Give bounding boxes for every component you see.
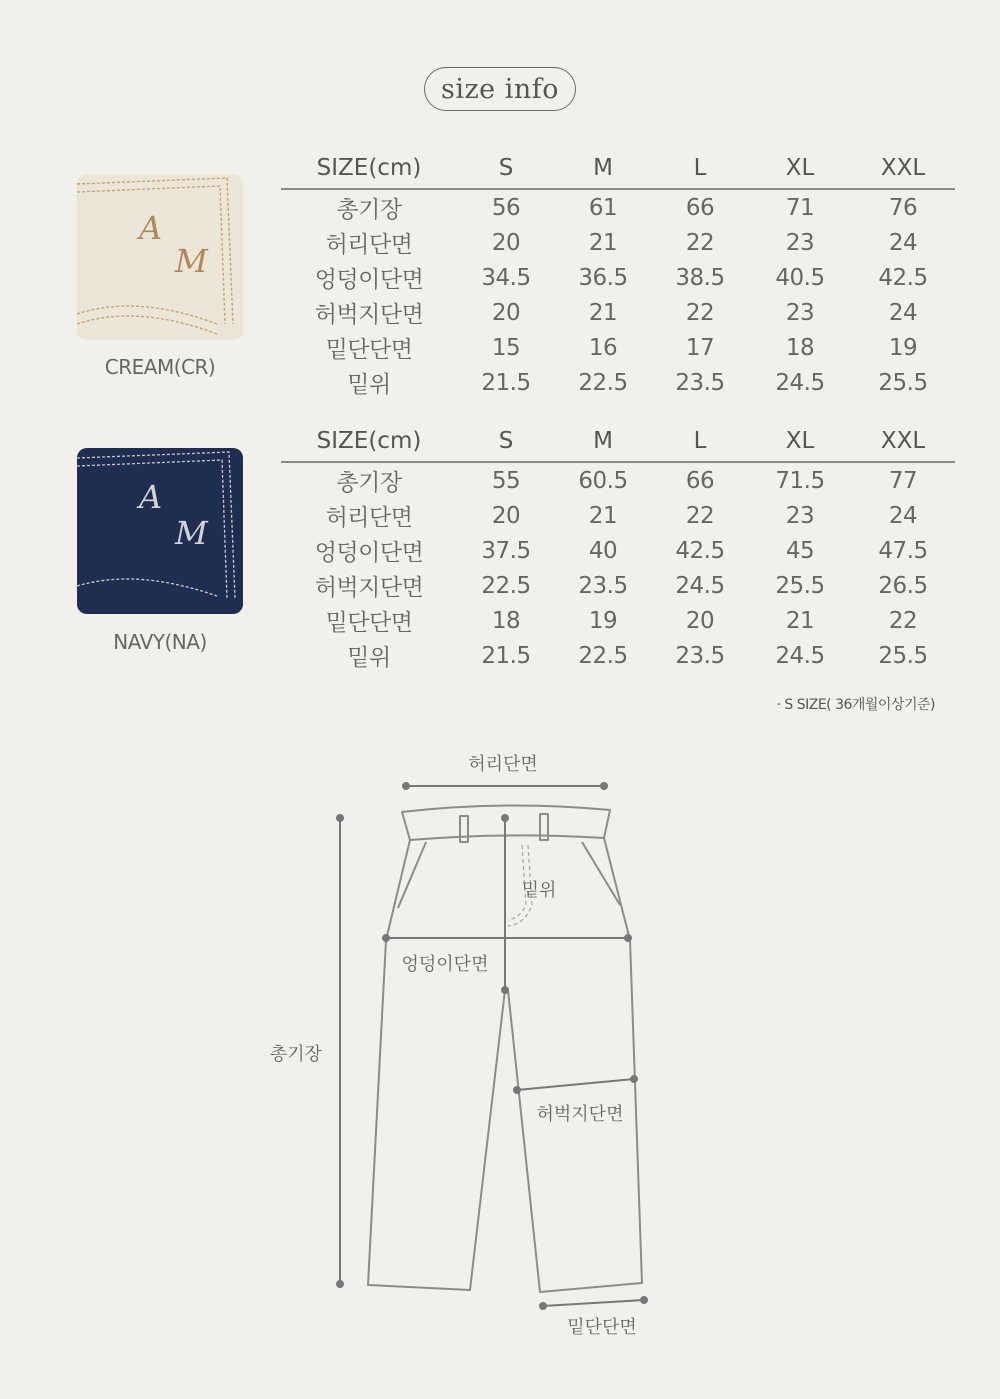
length-label: 총기장	[269, 1044, 323, 1065]
table-cell: 21.5	[481, 642, 531, 669]
header-xl: XL	[749, 148, 851, 189]
table-cell: 23	[785, 502, 815, 529]
header-size: SIZE(cm)	[281, 421, 457, 462]
table-header-row	[281, 421, 955, 462]
row-label: 허리단면	[325, 232, 413, 258]
table-cell: 22	[888, 607, 918, 634]
table-cell: 76	[888, 194, 918, 221]
header-s: S	[457, 148, 555, 189]
row-label: 밑단단면	[325, 337, 413, 363]
table-cell: 24.5	[775, 642, 825, 669]
table-row	[281, 330, 955, 365]
table-cell: 23.5	[578, 572, 628, 599]
table-row	[281, 225, 955, 260]
table-cell: 25.5	[878, 369, 928, 396]
table-cell: 34.5	[481, 264, 531, 291]
hem-label: 밑단단면	[567, 1317, 637, 1338]
table-row	[281, 638, 955, 673]
table-cell: 24	[888, 299, 918, 326]
rise-label: 밑위	[521, 880, 557, 901]
table-row	[281, 498, 955, 533]
row-label: 밑위	[347, 645, 391, 671]
table-cell: 40	[588, 537, 618, 564]
header-xxl: XXL	[851, 148, 955, 189]
table-cell: 40.5	[775, 264, 825, 291]
table-cell: 17	[685, 334, 715, 361]
table-cell: 21	[588, 299, 618, 326]
header-xxl: XXL	[851, 421, 955, 462]
row-label: 총기장	[336, 197, 402, 223]
table-cell: 21.5	[481, 369, 531, 396]
table-cell: 18	[785, 334, 815, 361]
table-cell: 23.5	[675, 642, 725, 669]
table-cell: 25.5	[775, 572, 825, 599]
table-row	[281, 260, 955, 295]
table-cell: 22.5	[578, 642, 628, 669]
svg-text:A: A	[139, 209, 163, 247]
table-cell: 24	[888, 229, 918, 256]
row-label: 총기장	[336, 470, 402, 496]
right-leg-outline	[508, 838, 642, 1292]
table-row	[281, 533, 955, 568]
table-cell: 19	[888, 334, 918, 361]
row-label: 허벅지단면	[314, 302, 424, 328]
pants-measurement-diagram	[0, 730, 1000, 1370]
table-cell: 47.5	[878, 537, 928, 564]
table-cell: 26.5	[878, 572, 928, 599]
table-cell: 22.5	[481, 572, 531, 599]
row-label: 허벅지단면	[314, 575, 424, 601]
table-cell: 23.5	[675, 369, 725, 396]
table-cell: 24.5	[775, 369, 825, 396]
table-cell: 20	[491, 502, 521, 529]
header-l: L	[651, 421, 749, 462]
table-cell: 42.5	[675, 537, 725, 564]
row-label: 허리단면	[325, 505, 413, 531]
row-label: 엉덩이단면	[314, 540, 424, 566]
header-l: L	[651, 148, 749, 189]
header-xl: XL	[749, 421, 851, 462]
table-cell: 16	[588, 334, 618, 361]
table-cell: 20	[685, 607, 715, 634]
table-cell: 36.5	[578, 264, 628, 291]
table-header-row	[281, 148, 955, 189]
svg-text:A: A	[139, 478, 163, 516]
size-note: · S SIZE( 36개월이상기준)	[776, 697, 935, 713]
table-cell: 24.5	[675, 572, 725, 599]
navy-color-label: NAVY(NA)	[113, 630, 207, 654]
table-row	[281, 295, 955, 330]
table-cell: 22	[685, 299, 715, 326]
cream-color-label: CREAM(CR)	[104, 355, 216, 379]
table-cell: 56	[491, 194, 521, 221]
table-cell: 23	[785, 299, 815, 326]
table-cell: 37.5	[481, 537, 531, 564]
size-table-cream	[281, 148, 955, 400]
table-row	[281, 365, 955, 400]
table-cell: 21	[588, 229, 618, 256]
header-m: M	[555, 421, 651, 462]
table-cell: 22	[685, 229, 715, 256]
header-s: S	[457, 421, 555, 462]
table-cell: 71.5	[775, 467, 825, 494]
size-table-navy	[281, 421, 955, 673]
waist-label: 허리단면	[468, 754, 538, 775]
table-cell: 45	[785, 537, 815, 564]
table-cell: 55	[491, 467, 521, 494]
header-m: M	[555, 148, 651, 189]
table-cell: 18	[491, 607, 521, 634]
header-size: SIZE(cm)	[281, 148, 457, 189]
left-leg-outline	[368, 838, 505, 1290]
row-label: 엉덩이단면	[314, 267, 424, 293]
hip-label: 엉덩이단면	[401, 954, 489, 975]
svg-text:M: M	[175, 514, 208, 552]
belt-loop-left	[460, 816, 468, 842]
table-cell: 24	[888, 502, 918, 529]
table-cell: 42.5	[878, 264, 928, 291]
table-cell: 71	[785, 194, 815, 221]
table-cell: 20	[491, 229, 521, 256]
table-cell: 15	[491, 334, 521, 361]
table-cell: 23	[785, 229, 815, 256]
navy-swatch-image	[77, 448, 243, 614]
table-cell: 21	[588, 502, 618, 529]
table-cell: 22	[685, 502, 715, 529]
thigh-label: 허벅지단면	[536, 1104, 624, 1125]
table-cell: 61	[588, 194, 618, 221]
right-pocket-line	[582, 842, 620, 905]
table-row	[281, 462, 955, 498]
table-cell: 77	[888, 467, 918, 494]
page-title: size info	[424, 67, 576, 111]
table-cell: 60.5	[578, 467, 628, 494]
svg-text:M: M	[175, 242, 208, 280]
cream-swatch-image	[77, 174, 243, 340]
table-row	[281, 189, 955, 225]
row-label: 밑위	[347, 372, 391, 398]
table-cell: 21	[785, 607, 815, 634]
row-label: 밑단단면	[325, 610, 413, 636]
table-row	[281, 603, 955, 638]
table-cell: 66	[685, 194, 715, 221]
table-cell: 66	[685, 467, 715, 494]
table-cell: 22.5	[578, 369, 628, 396]
table-cell: 38.5	[675, 264, 725, 291]
table-cell: 25.5	[878, 642, 928, 669]
table-cell: 20	[491, 299, 521, 326]
table-row	[281, 568, 955, 603]
table-cell: 19	[588, 607, 618, 634]
